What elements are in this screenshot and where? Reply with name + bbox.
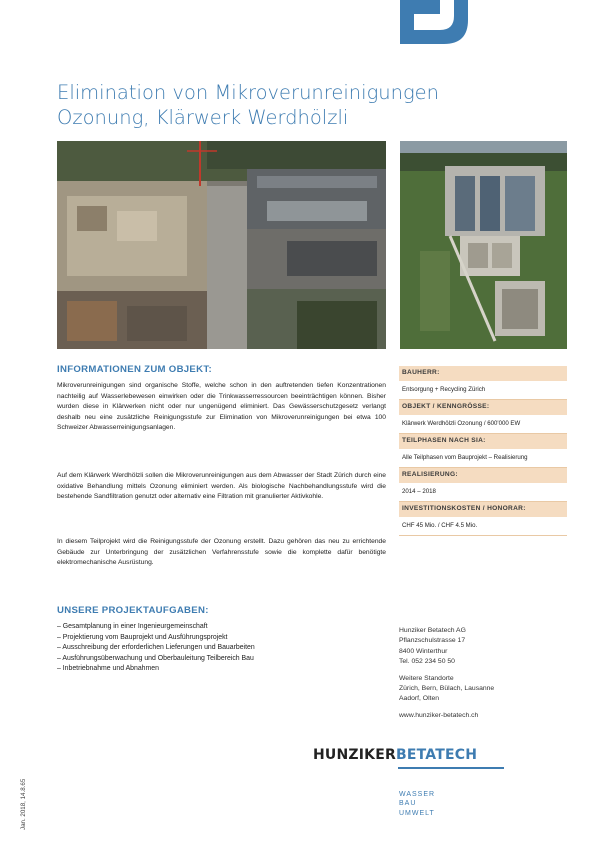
contact-block bbox=[399, 626, 567, 721]
page-title bbox=[57, 80, 517, 130]
task-item: – Ausführungsüberwachung und Oberbauleitung Teilbereich Bau bbox=[57, 654, 254, 662]
date-stamp: Jan. 2018, 14.8.65 bbox=[20, 778, 27, 830]
info-paragraph: Mikroverunreinigungen sind organische Stoffe, welche schon in den auftretenden tiefen Konzentrationen nachteilig auf Wasserlebewesen einwirken oder die Trinkwasserressourcen beeinträchtigen können. Bisher wurden diese in Klärwerken nicht oder nur ungenügend eliminiert. Das Gewässerschutzgesetz verlangt deshalb neu eine zusätzliche Reinigungsstufe zur Elimination von Mikroverunreinigungen bei etwa 100 Schweizer Abwasserreinigungsanlagen. bbox=[57, 382, 386, 432]
fact-value-realisation: 2014 – 2018 bbox=[399, 484, 567, 502]
brand-claims bbox=[399, 790, 435, 818]
fact-value-object: Klärwerk Werdhölzli Ozonung / 600'000 EW bbox=[399, 416, 567, 434]
fact-label-realisation: REALISIERUNG: bbox=[399, 468, 567, 484]
fact-label-phases: TEILPHASEN NACH SIA: bbox=[399, 434, 567, 450]
locations-line: Aadorf, Olten bbox=[399, 695, 440, 703]
fact-label-costs: INVESTITIONSKOSTEN / HONORAR: bbox=[399, 502, 567, 518]
tasks-list bbox=[57, 622, 386, 675]
city-address: 8400 Winterthur bbox=[399, 647, 448, 655]
fact-label-client: BAUHERR: bbox=[399, 366, 567, 382]
brand-logo bbox=[313, 747, 477, 763]
brand-name-part1: HUNZIKER bbox=[313, 747, 396, 763]
fact-value-phases: Alle Teilphasen vom Bauprojekt – Realisierung bbox=[399, 450, 567, 468]
info-paragraph: In diesem Teilprojekt wird die Reinigungsstufe der Ozonung erstellt. Dazu gehören das neu zu errichtende Gebäude zur Unterbringung der zusätzlichen Verfahrensstufe sowie die komplette dafür benötigte elektromechanische Ausrüstung. bbox=[57, 538, 386, 567]
locations-label: Weitere Standorte bbox=[399, 674, 454, 682]
company-name: Hunziker Betatech AG bbox=[399, 627, 466, 634]
project-facts-table bbox=[399, 366, 567, 536]
task-item: – Inbetriebnahme und Abnahmen bbox=[57, 665, 159, 673]
street-address: Pflanzschulstrasse 17 bbox=[399, 637, 466, 645]
title-line-1: Elimination von Mikroverunreinigungen bbox=[57, 81, 440, 104]
claim-environment: UMWELT bbox=[399, 809, 435, 817]
title-line-2: Ozonung, Klärwerk Werdhölzli bbox=[57, 106, 349, 129]
fact-label-object: OBJEKT / KENNGRÖSSE: bbox=[399, 400, 567, 416]
info-heading: INFORMATIONEN ZUM OBJEKT: bbox=[57, 364, 212, 375]
claim-construction: BAU bbox=[399, 800, 417, 808]
task-item: – Projektierung vom Bauprojekt und Ausführungsprojekt bbox=[57, 633, 228, 641]
info-paragraph: Auf dem Klärwerk Werdhölzli sollen die Mikroverunreinigungen aus dem Abwasser der Stadt Zürich durch eine oxidative Behandlung mittels Ozonung eliminiert werden. Als biologische Nachbehandlungsstufe wird die bestehende Sandfiltration genutzt oder alternativ eine Filtration mit granulierter Aktivkohle. bbox=[57, 472, 386, 501]
phone-number: Tel. 052 234 50 50 bbox=[399, 658, 455, 666]
task-item: – Gesamtplanung in einer Ingenieurgemeinschaft bbox=[57, 623, 208, 630]
locations-line: Zürich, Bern, Bülach, Lausanne bbox=[399, 685, 495, 693]
task-item: – Ausschreibung der erforderlichen Lieferungen und Bauarbeiten bbox=[57, 644, 255, 652]
fact-value-client: Entsorgung + Recycling Zürich bbox=[399, 382, 567, 400]
claim-water: WASSER bbox=[399, 791, 436, 798]
company-logo-mark bbox=[400, 0, 468, 44]
brand-underline bbox=[398, 767, 504, 769]
tasks-heading: UNSERE PROJEKTAUFGABEN: bbox=[57, 605, 209, 616]
fact-value-costs: CHF 45 Mio. / CHF 4.5 Mio. bbox=[399, 518, 567, 536]
construction-site-photo bbox=[57, 141, 386, 349]
aerial-treatment-plant-photo bbox=[400, 141, 567, 349]
website-link[interactable]: www.hunziker-betatech.ch bbox=[399, 711, 479, 719]
brand-name-part2: BETATECH bbox=[395, 747, 478, 763]
